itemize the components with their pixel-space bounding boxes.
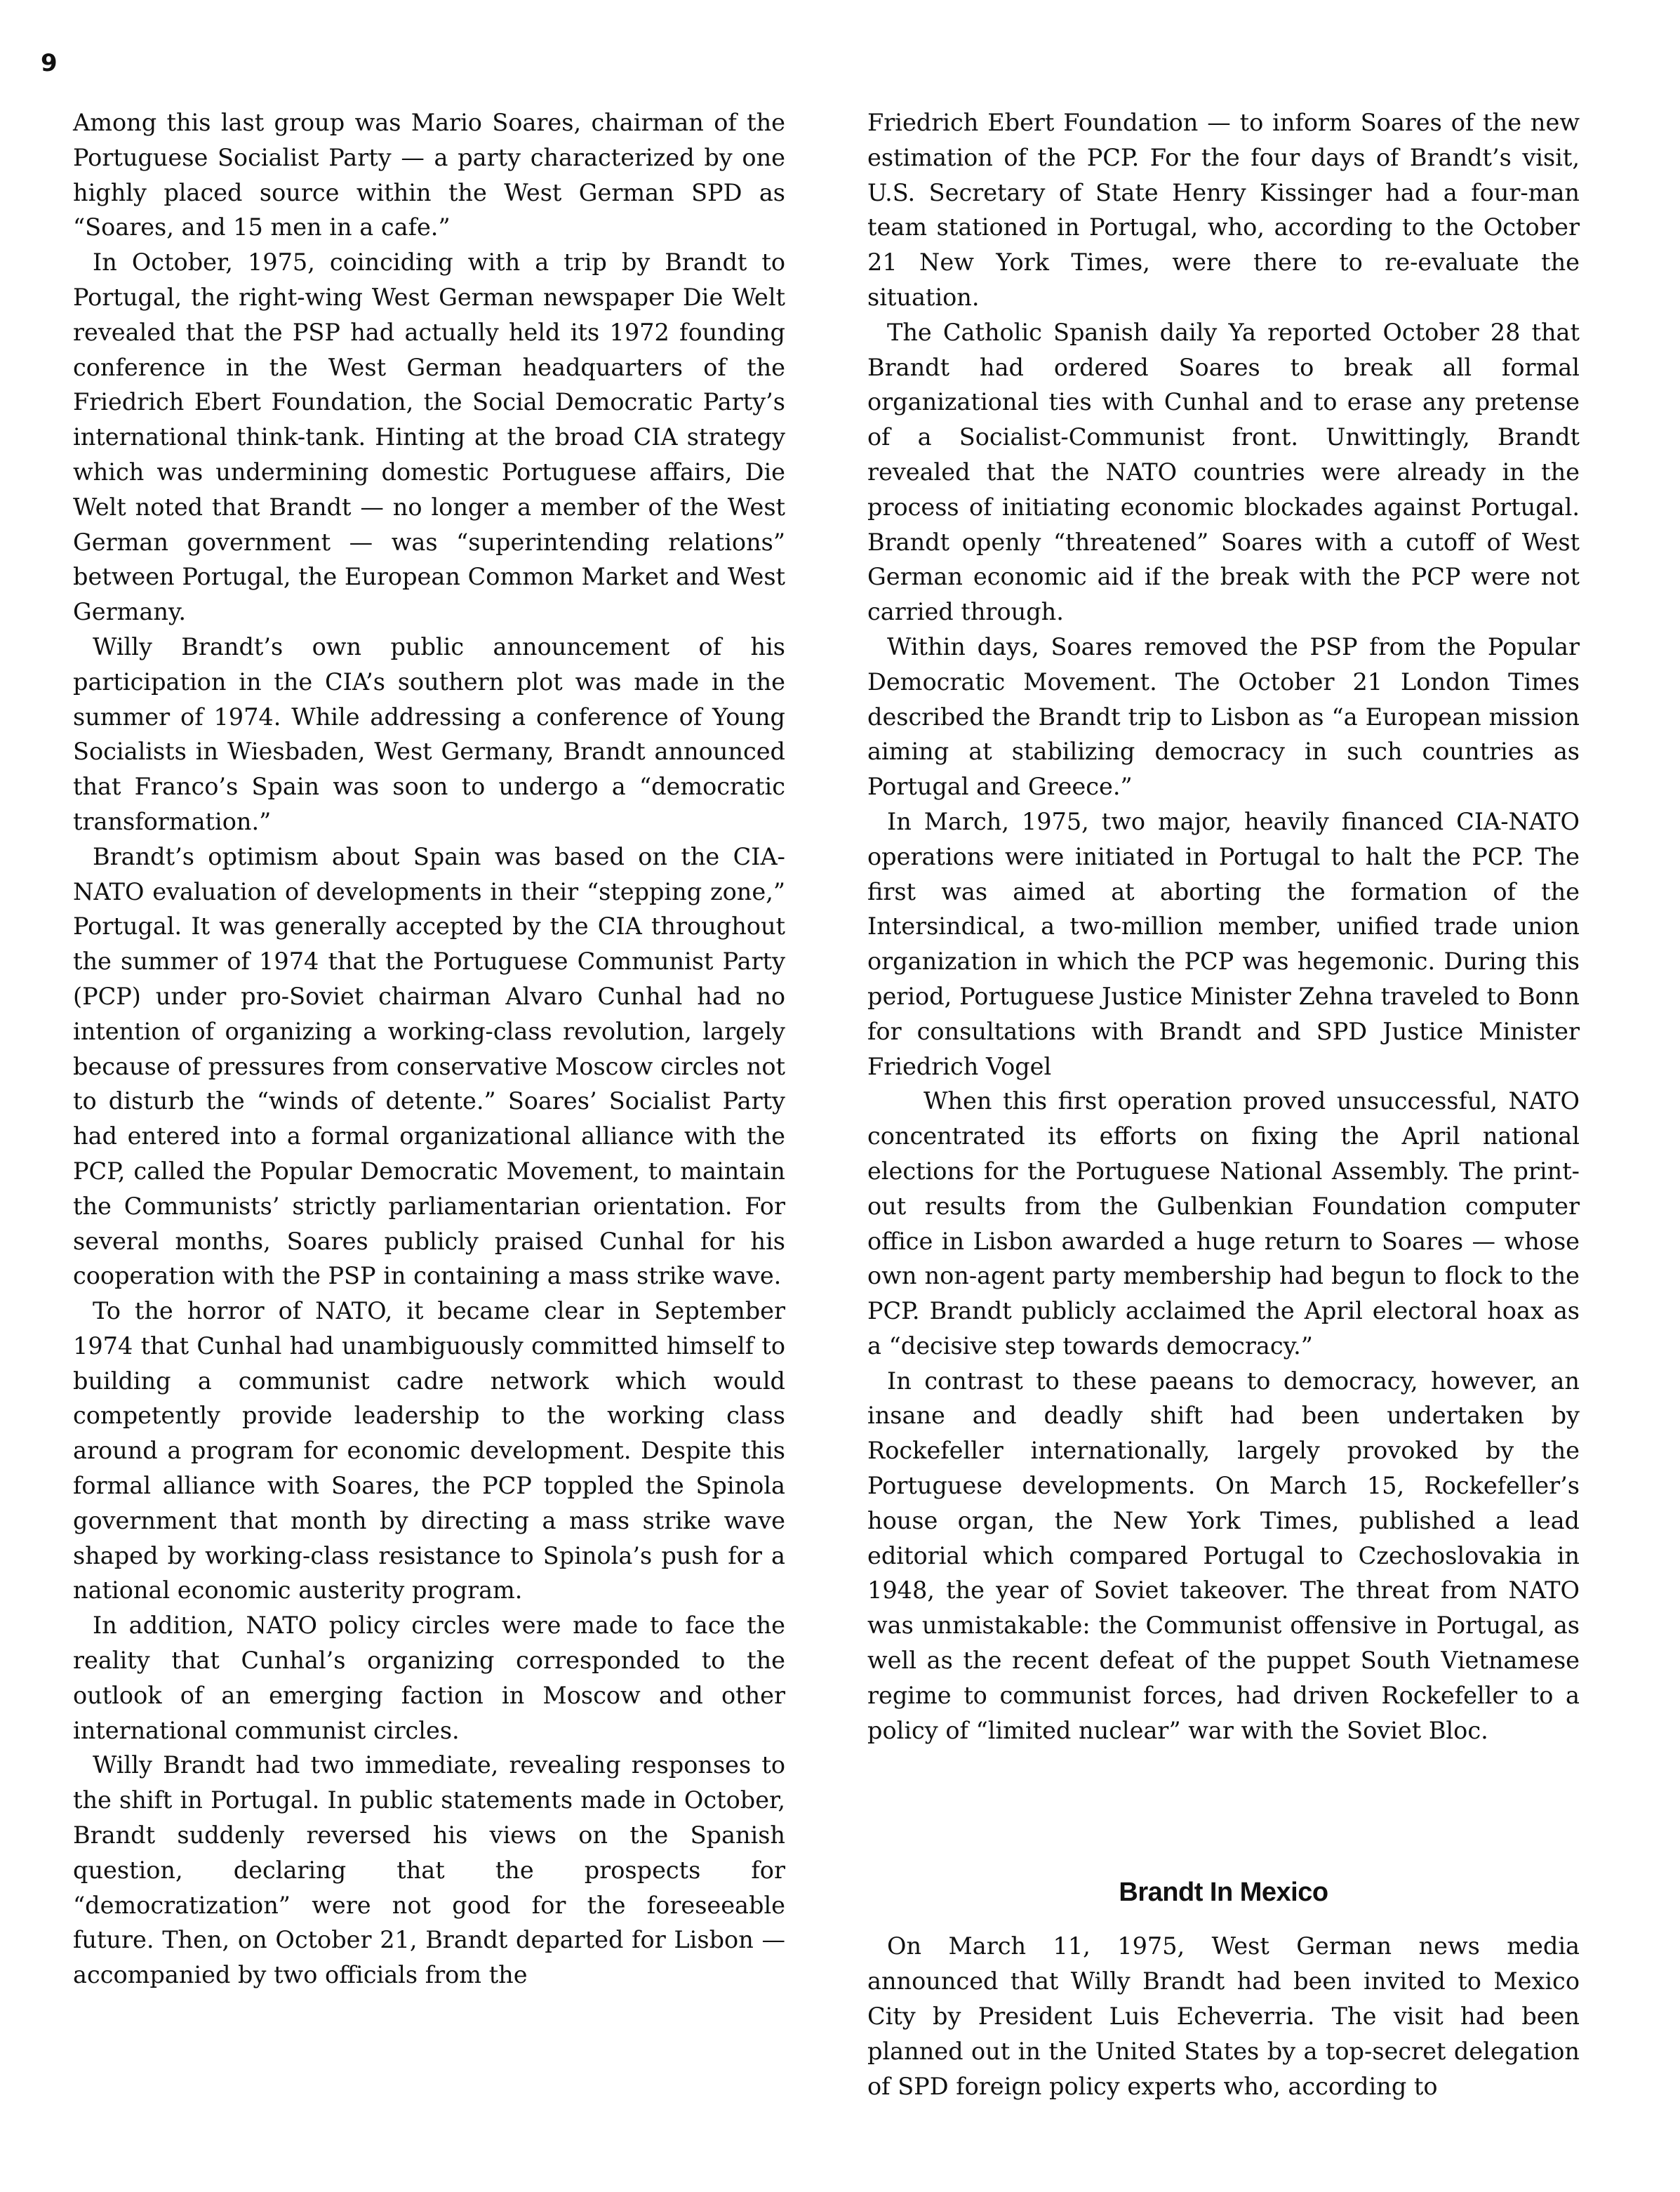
body-paragraph: When this first operation proved unsuccessful, NATO concentrated its efforts on fixing the April national elections for the Portuguese National Assembly. The print-out results from the Gulbenkian Foundation computer office in Lisbon awarded a huge return to Soares — whose own non-agent party membership had begun to flock to the PCP. Brandt publicly acclaimed the April electoral hoax as a “decisive step towards democracy.” [867,1087,1580,1360]
left-column [73,105,785,1993]
body-paragraph: Friedrich Ebert Foundation — to inform Soares of the new estimation of the PCP. For the four days of Brandt’s visit, U.S. Secretary of State Henry Kissinger had a four-man team stationed in Portugal, who, according to the October 21 New York Times, were there to re-evaluate the situation. [867,109,1580,311]
body-paragraph: Brandt’s optimism about Spain was based on the CIA-NATO evaluation of developments in their “stepping zone,” Portugal. It was generally accepted by the CIA throughout the summer of 1974 that the Portuguese Communist Party (PCP) under pro-Soviet chairman Alvaro Cunhal had no intention of organizing a working-class revolution, largely because of pressures from conservative Moscow circles not to disturb the “winds of detente.” Soares’ Socialist Party had entered into a formal organizational alliance with the PCP, called the Popular Democratic Movement, to maintain the Communists’ strictly parliamentarian orientation. For several months, Soares publicly praised Cunhal for his cooperation with the PSP in containing a mass strike wave. [73,842,785,1290]
section-heading: Brandt In Mexico [1119,1878,1328,1907]
body-paragraph: Among this last group was Mario Soares, chairman of the Portuguese Socialist Party — a party characterized by one highly placed source within the West German SPD as “Soares, and 15 men in a cafe.” [73,109,785,241]
section-body [867,1929,1580,2104]
body-paragraph: Willy Brandt’s own public announcement of his participation in the CIA’s southern plot was made in the summer of 1974. While addressing a conference of Young Socialists in Wiesbaden, West Germany, Brandt announced that Franco’s Spain was soon to undergo a “democratic transformation.” [73,632,785,835]
body-paragraph: Within days, Soares removed the PSP from the Popular Democratic Movement. The October 21 London Times described the Brandt trip to Lisbon as “a European mission aiming at stabilizing democracy in such countries as Portugal and Greece.” [867,632,1580,801]
body-paragraph: In addition, NATO policy circles were made to face the reality that Cunhal’s organizing corresponded to the outlook of an emerging faction in Moscow and other international communist circles. [73,1612,785,1744]
right-column [867,105,1580,1748]
body-paragraph: In contrast to these paeans to democracy, however, an insane and deadly shift had been undertaken by Rockefeller internationally, largely provoked by the Portuguese developments. On March 15, Rockefeller’s house organ, the New York Times, published a lead editorial which compared Portugal to Czechoslovakia in 1948, the year of Soviet takeover. The threat from NATO was unmistakable: the Communist offensive in Portugal, as well as the recent defeat of the puppet South Vietnamese regime to communist forces, had driven Rockefeller to a policy of “limited nuclear” war with the Soviet Bloc. [867,1367,1580,1744]
body-paragraph: To the horror of NATO, it became clear in September 1974 that Cunhal had unambiguously committed himself to building a communist cadre network which would competently provide leadership to the working class around a program for economic development. Despite this formal alliance with Soares, the PCP toppled the Spinola government that month by directing a mass strike wave shaped by working-class resistance to Spinola’s push for a national economic austerity program. [73,1297,785,1605]
body-paragraph: In March, 1975, two major, heavily financed CIA-NATO operations were initiated in Portugal to halt the PCP. The first was aimed at aborting the formation of the Intersindical, a two-million member, unified trade union organization in which the PCP was hegemonic. During this period, Portuguese Justice Minister Zehna traveled to Bonn for consultations with Brandt and SPD Justice Minister Friedrich Vogel [867,807,1580,1080]
body-paragraph: On March 11, 1975, West German news media announced that Willy Brandt had been invited to Mexico City by President Luis Echeverria. The visit had been planned out in the United States by a top-secret delegation of SPD foreign policy experts who, according to [867,1932,1580,2100]
page-number: 9 [41,49,58,77]
body-paragraph: The Catholic Spanish daily Ya reported October 28 that Brandt had ordered Soares to break all formal organizational ties with Cunhal and to erase any pretense of a Socialist-Communist front. Unwittingly, Brandt revealed that the NATO countries were already in the process of initiating economic blockades against Portugal. Brandt openly “threatened” Soares with a cutoff of West German economic aid if the break with the PCP were not carried through. [867,318,1580,626]
body-paragraph: In October, 1975, coinciding with a trip by Brandt to Portugal, the right-wing West German newspaper Die Welt revealed that the PSP had actually held its 1972 founding conference in the West German headquarters of the Friedrich Ebert Foundation, the Social Democratic Party’s international think-tank. Hinting at the broad CIA strategy which was undermining domestic Portuguese affairs, Die Welt noted that Brandt — no longer a member of the West German government — was “superintending relations” between Portugal, the European Common Market and West Germany. [73,248,785,626]
body-paragraph: Willy Brandt had two immediate, revealing responses to the shift in Portugal. In public statements made in October, Brandt suddenly reversed his views on the Spanish question, declaring that the prospects for “democratization” were not good for the foreseeable future. Then, on October 21, Brandt departed for Lisbon — accompanied by two officials from the [73,1751,785,1989]
